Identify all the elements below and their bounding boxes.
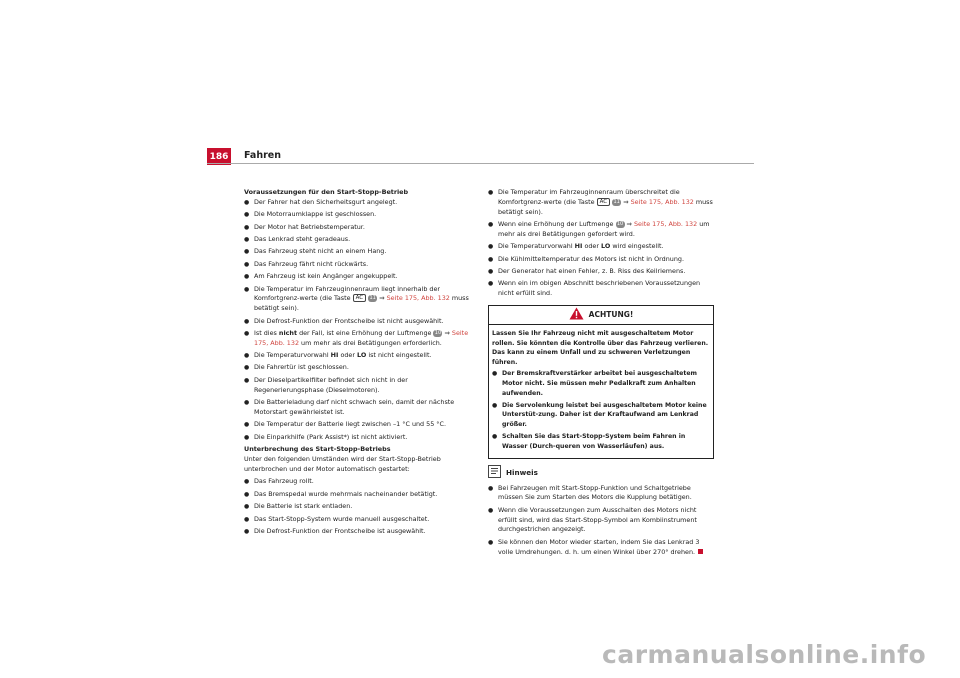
warning-body — [489, 325, 713, 458]
left-column — [244, 188, 470, 539]
list-item: ● Die Defrost-Funktion der Frontscheibe ist nicht ausgewählt. — [244, 317, 470, 327]
list-item: ● Die Motorraumklappe ist geschlossen. — [244, 210, 470, 220]
warning-intro: Lassen Sie Ihr Fahrzeug nicht mit ausgeschaltetem Motor rollen. Sie könnten die Kontrolle über das Fahrzeug verlieren. Das kann zu einem Unfall und zu schweren Verletzungen führen. — [492, 329, 709, 366]
ac-key-icon: AC — [353, 294, 367, 302]
warning-header — [489, 306, 713, 325]
page-reference-link[interactable]: Seite 175, Abb. 132 — [630, 197, 694, 206]
list-item: ● Das Bremspedal wurde mehrmals nacheinander betätigt. — [244, 490, 470, 500]
bullet-list — [492, 369, 710, 451]
bullet-list — [244, 363, 470, 442]
list-item: ● Bei Fahrzeugen mit Start-Stopp-Funktion und Schaltgetriebe müssen Sie zum Starten des Motors die Kupplung betätigen. — [488, 484, 714, 504]
list-item: ● Der Fahrer hat den Sicherheitsgurt angelegt. — [244, 198, 470, 208]
list-item: ● Wenn eine Erhöhung der Luftmenge 10 ⇒ Seite 175, Abb. 132 um mehr als drei Betätigungen gefordert wird. — [488, 220, 714, 240]
list-item: ● Die Servolenkung leistet bei ausgeschaltetem Motor keine Unterstüt-zung. Daher ist der Kraftaufwand am Lenkrad größer. — [492, 401, 710, 430]
page-title: Fahren — [244, 150, 281, 161]
list-item: ● Das Fahrzeug rollt. — [244, 477, 470, 487]
list-item: ● Der Bremskraftverstärker arbeitet bei ausgeschaltetem Motor nicht. Sie müssen mehr Pedalkraft zum Anhalten aufwenden. — [492, 369, 710, 398]
bullet-list — [488, 255, 714, 299]
arrow-right-icon: ⇒ — [379, 294, 385, 303]
warning-box — [488, 305, 714, 459]
list-item: ● Das Lenkrad steht geradeaus. — [244, 235, 470, 245]
right-column — [488, 188, 714, 560]
list-item: ● Am Fahrzeug ist kein Angänger angekuppelt. — [244, 272, 470, 282]
list-item: ● Wenn die Voraussetzungen zum Ausschalten des Motors nicht erfüllt sind, wird das Start-Stopp-Symbol am Kombiinstrument durchgestrichen angezeigt. — [488, 506, 714, 535]
arrow-right-icon: ⇒ — [626, 219, 632, 228]
list-item: ● Die Temperaturvorwahl HI oder LO wird eingestellt. — [488, 242, 714, 252]
page-reference-link[interactable]: Seite 175, Abb. 132 — [386, 294, 450, 303]
watermark: carmanualsonline.info — [602, 640, 927, 669]
section-heading: Voraussetzungen für den Start-Stopp-Betrieb — [244, 188, 409, 196]
note-icon — [488, 465, 501, 481]
list-item: ● Die Temperatur im Fahrzeuginnenraum liegt innerhalb der Komfortgrenz-werte (die Taste AC 11 ⇒ Seite 175, Abb. 132 muss betätigt sein). — [244, 285, 470, 314]
end-of-section-icon — [698, 549, 703, 554]
control-number-badge: 10 — [434, 329, 442, 336]
list-item: ● Schalten Sie das Start-Stopp-System beim Fahren in Wasser (Durch-queren von Wasserläufen) aus. — [492, 432, 710, 451]
control-number-badge: 10 — [616, 220, 624, 227]
list-item: ● Sie können den Motor wieder starten, indem Sie das Lenkrad 3 volle Umdrehungen. d. h. um einen Winkel über 270° drehen. — [488, 538, 714, 558]
list-item: ● Das Start-Stopp-System wurde manuell ausgeschaltet. — [244, 515, 470, 525]
list-item: ● Das Fahrzeug steht nicht an einem Hang. — [244, 247, 470, 257]
ac-key-icon: AC — [597, 198, 611, 206]
list-item: ● Der Dieselpartikelfilter befindet sich nicht in der Regenerierungsphase (Dieselmotoren). — [244, 376, 470, 396]
control-number-badge: 11 — [369, 295, 376, 302]
page-reference-link[interactable]: Seite 175, Abb. 132 — [254, 328, 469, 347]
list-item: ● Die Temperatur der Batterie liegt zwischen –1 °C und 55 °C. — [244, 420, 470, 430]
list-item: ● Der Generator hat einen Fehler, z. B. Riss des Keilriemens. — [488, 267, 714, 277]
warning-triangle-icon — [569, 307, 584, 323]
list-item: ● Ist dies nicht der Fall, ist eine Erhöhung der Luftmenge 10 ⇒ Seite 175, Abb. 132 um mehr als drei Betätigungen erforderlich. — [244, 329, 470, 349]
header-divider — [207, 163, 754, 164]
bullet-list — [244, 477, 470, 536]
list-item: ● Die Batterieladung darf nicht schwach sein, damit der nächste Motorstart gewährleistet ist. — [244, 398, 470, 418]
list-item: ● Die Kühlmitteltemperatur des Motors ist nicht in Ordnung. — [488, 255, 714, 265]
bullet-list — [488, 484, 714, 558]
hint-header — [488, 465, 714, 481]
hint-title: Hinweis — [506, 467, 538, 477]
bullet-list — [244, 198, 470, 282]
list-item: ● Die Temperaturvorwahl HI oder LO ist nicht eingestellt. — [244, 351, 470, 361]
paragraph: Unter den folgenden Umständen wird der Start-Stopp-Betrieb unterbrochen und der Motor automatisch gestartet: — [244, 454, 441, 473]
warning-title: ACHTUNG! — [588, 310, 634, 320]
list-item: ● Die Fahrertür ist geschlossen. — [244, 363, 470, 373]
list-item: ● Die Temperatur im Fahrzeuginnenraum überschreitet die Komfortgrenz-werte (die Taste AC 11 ⇒ Seite 175, Abb. 132 muss betätigt sein). — [488, 188, 714, 217]
section-heading: Unterbrechung des Start-Stopp-Betriebs — [244, 445, 391, 454]
list-item: ● Die Defrost-Funktion der Frontscheibe ist ausgewählt. — [244, 527, 470, 537]
page-reference-link[interactable]: Seite 175, Abb. 132 — [633, 219, 698, 228]
page-number: 186 — [207, 148, 231, 165]
control-number-badge: 11 — [613, 198, 620, 205]
list-item: ● Das Fahrzeug fährt nicht rückwärts. — [244, 260, 470, 270]
list-item: ● Wenn ein im obigen Abschnitt beschriebenen Voraussetzungen nicht erfüllt sind. — [488, 279, 714, 299]
arrow-right-icon: ⇒ — [623, 197, 629, 206]
list-item: ● Der Motor hat Betriebstemperatur. — [244, 223, 470, 233]
arrow-right-icon: ⇒ — [444, 328, 450, 337]
list-item: ● Die Batterie ist stark entladen. — [244, 502, 470, 512]
list-item: ● Die Einparkhilfe (Park Assist*) ist nicht aktiviert. — [244, 433, 470, 443]
